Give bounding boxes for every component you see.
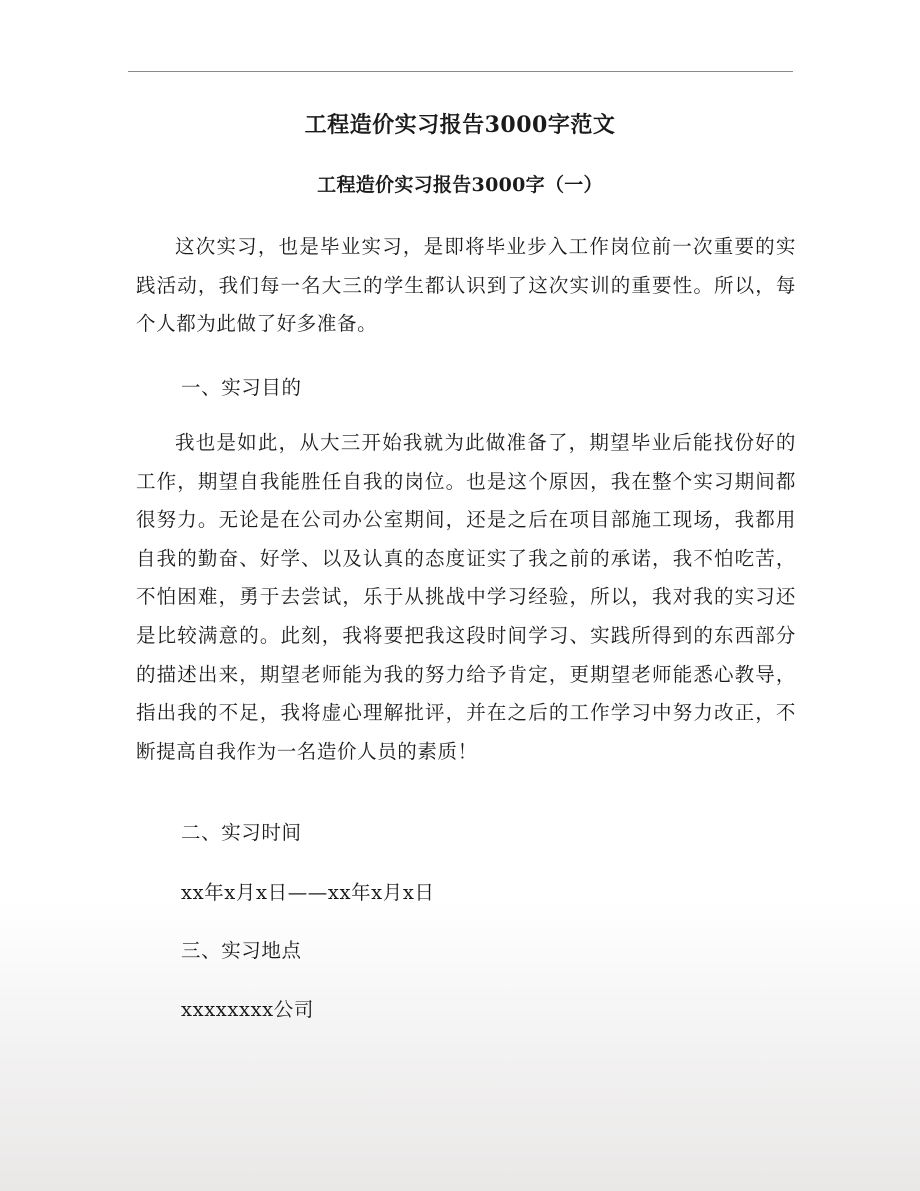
section-heading-time: 二、实习时间 xyxy=(181,821,302,844)
document-subtitle: 工程造价实习报告3000字（一） xyxy=(317,174,603,196)
header-rule xyxy=(128,71,793,72)
purpose-paragraph: 我也是如此，从大三开始我就为此做准备了，期望毕业后能找份好的工作，期望自我能胜任自我的岗位。也是这个原因，我在整个实习期间都很努力。无论是在公司办公室期间，还是之后在项目部施工现场，我都用自我的勤奋、好学、以及认真的态度证实了我之前的承诺，我不怕吃苦，不怕困难，勇于去尝试，乐于从挑战中学习经验，所以，我对我的实习还是比较满意的。此刻，我将要把我这段时间学习、实践所得到的东西部分的描述出来，期望老师能为我的努力给予肯定，更期望老师能悉心教导，指出我的不足，我将虚心理解批评，并在之后的工作学习中努力改正，不断提高自我作为一名造价人员的素质！ xyxy=(136,431,796,763)
internship-place-value: xxxxxxxx公司 xyxy=(181,998,314,1021)
intro-paragraph: 这次实习，也是毕业实习，是即将毕业步入工作岗位前一次重要的实践活动，我们每一名大三的学生都认识到了这次实训的重要性。所以，每个人都为此做了好多准备。 xyxy=(136,235,796,336)
internship-time-value: xx年x月x日——xx年x月x日 xyxy=(181,881,435,904)
section-heading-purpose: 一、实习目的 xyxy=(181,376,302,399)
section-heading-place: 三、实习地点 xyxy=(181,939,302,962)
document-title: 工程造价实习报告3000字范文 xyxy=(304,112,616,138)
